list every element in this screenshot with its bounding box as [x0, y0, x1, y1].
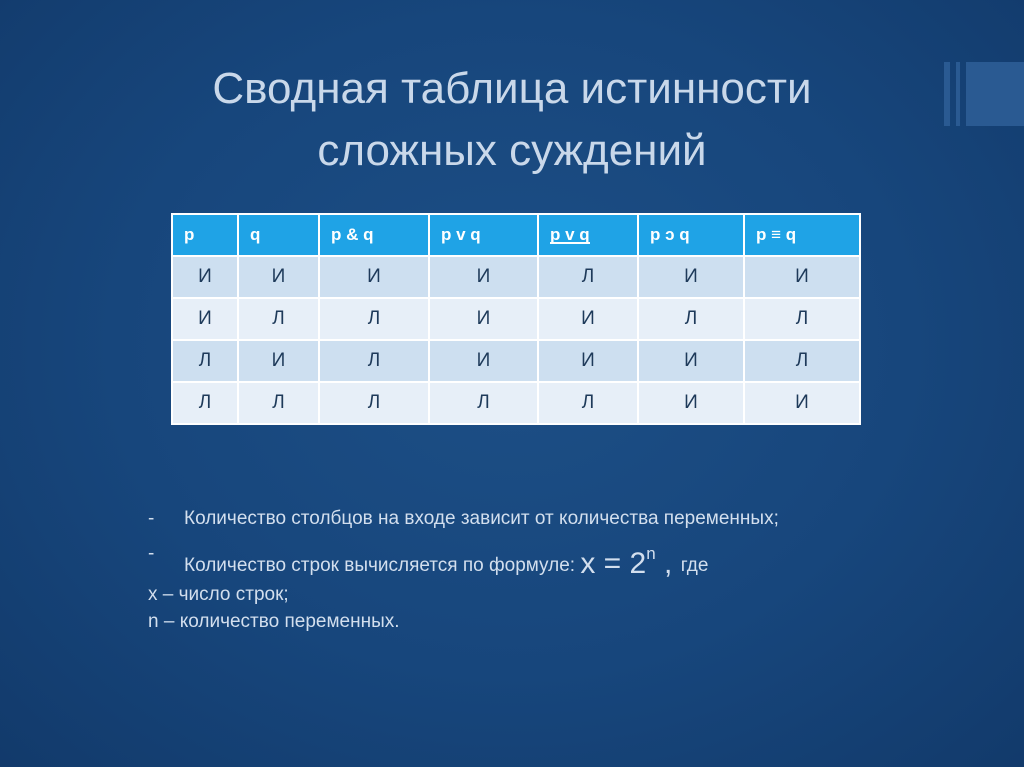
variable-definitions	[148, 581, 928, 635]
table-cell: Л	[538, 256, 638, 298]
bullet-dash: -	[148, 543, 155, 564]
slide-title	[0, 58, 1024, 182]
table-row	[172, 256, 860, 298]
header-p: p	[172, 214, 238, 256]
table-cell: Л	[319, 340, 429, 382]
table-cell: Л	[319, 298, 429, 340]
table-cell: И	[538, 340, 638, 382]
definition-n: n – количество переменных.	[148, 611, 400, 632]
table-cell: Л	[744, 340, 860, 382]
table-cell: Л	[538, 382, 638, 424]
table-cell: И	[319, 256, 429, 298]
title-line-1: Сводная таблица истинности	[212, 64, 812, 113]
formula-exponent: n	[646, 544, 656, 563]
table-cell: Л	[638, 298, 744, 340]
table-cell: И	[638, 382, 744, 424]
table-cell: И	[172, 298, 238, 340]
note-rows-suffix: где	[680, 555, 709, 576]
title-line-2: сложных суждений	[317, 126, 707, 175]
table-cell: Л	[238, 298, 319, 340]
note-columns-text: Количество столбцов на входе зависит от количества переменных;	[184, 508, 779, 529]
table-row	[172, 340, 860, 382]
table-cell: И	[538, 298, 638, 340]
table-cell: И	[238, 340, 319, 382]
table-cell: И	[429, 256, 538, 298]
table-cell: Л	[744, 298, 860, 340]
formula	[580, 544, 681, 580]
table-cell: И	[744, 382, 860, 424]
bullet-dash: -	[148, 508, 155, 529]
table-cell: Л	[429, 382, 538, 424]
table-header-row	[172, 214, 860, 256]
table-cell: И	[172, 256, 238, 298]
header-equivalence: p ≡ q	[744, 214, 860, 256]
notes-block	[148, 505, 928, 635]
note-columns	[148, 505, 928, 532]
truth-table	[171, 213, 861, 425]
header-strict-disjunction-label: p v q	[550, 225, 590, 244]
formula-base: х = 2	[580, 547, 647, 580]
table-cell: Л	[172, 340, 238, 382]
header-q: q	[238, 214, 319, 256]
table-cell: И	[638, 340, 744, 382]
formula-comma: ,	[655, 547, 681, 580]
header-implication: p ↄ q	[638, 214, 744, 256]
table-cell: И	[429, 298, 538, 340]
table-cell: Л	[172, 382, 238, 424]
table-cell: И	[638, 256, 744, 298]
note-rows-text: Количество строк вычисляется по формуле:	[184, 555, 581, 576]
table-cell: Л	[319, 382, 429, 424]
table-cell: И	[744, 256, 860, 298]
header-disjunction: p v q	[429, 214, 538, 256]
table-cell: Л	[238, 382, 319, 424]
header-strict-disjunction	[538, 214, 638, 256]
header-conjunction: p & q	[319, 214, 429, 256]
table-cell: И	[429, 340, 538, 382]
table-row	[172, 382, 860, 424]
note-rows	[148, 540, 928, 579]
table-row	[172, 298, 860, 340]
table-cell: И	[238, 256, 319, 298]
definition-x: х – число строк;	[148, 584, 289, 605]
